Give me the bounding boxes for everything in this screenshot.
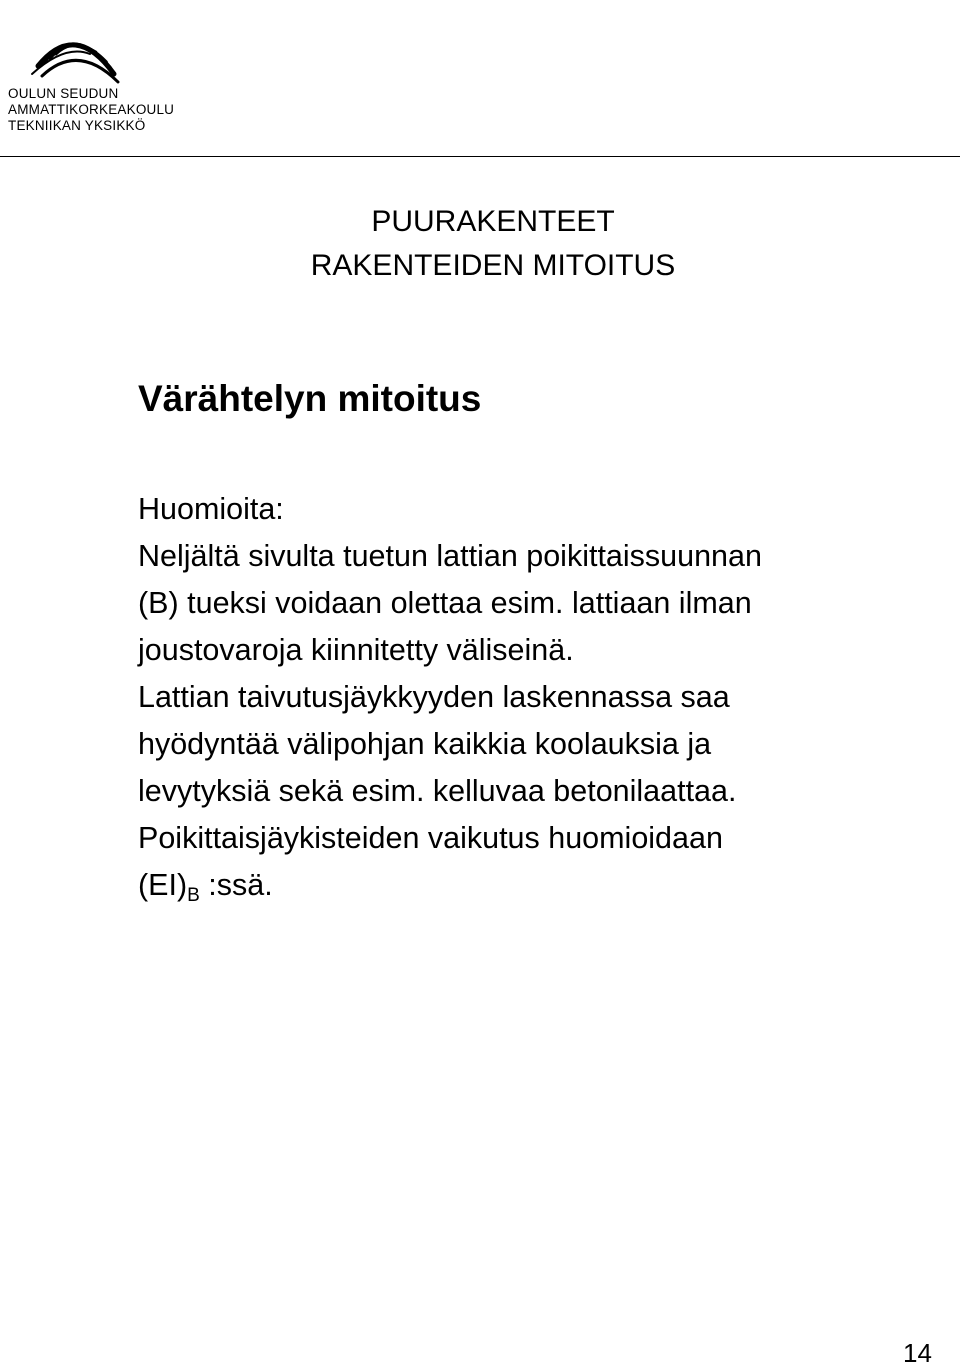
paragraph-line: (B) tueksi voidaan olettaa esim. lattiaan ilman [138,586,752,620]
slide-title: Värähtelyn mitoitus [138,378,482,419]
paragraph-line: joustovaroja kiinnitetty väliseinä. [138,633,574,667]
notes-heading: Huomioita: [138,492,284,526]
paragraph-line: levytyksiä sekä esim. kelluvaa betonilaattaa. [138,774,737,808]
paragraph-line [138,862,938,919]
oamk-logo [30,22,120,84]
paragraph-line: Neljältä sivulta tuetun lattian poikittaissuunnan [138,539,762,573]
org-line: OULUN SEUDUN [8,86,119,101]
organization-name [8,86,174,134]
slide-body [138,486,938,919]
org-line: AMMATTIKORKEAKOULU [8,102,175,117]
course-title [0,200,960,288]
header-divider [0,156,960,157]
paragraph-line: Lattian taivutusjäykkyyden laskennassa saa [138,680,730,714]
course-title-line1: PUURAKENTEET [371,205,615,238]
course-title-line2: RAKENTEIDEN MITOITUS [310,249,676,282]
org-line: TEKNIIKAN YKSIKKÖ [8,118,146,133]
paragraph-line: Poikittaisjäykisteiden vaikutus huomioidaan [138,821,723,855]
stiffness-subscript: B [187,885,200,906]
paragraph-line: hyödyntää välipohjan kaikkia koolauksia ja [138,727,712,761]
page-number: 14 [903,1338,932,1368]
paragraph-suffix: :ssä. [199,868,273,902]
stiffness-symbol: (EI) [138,868,188,902]
